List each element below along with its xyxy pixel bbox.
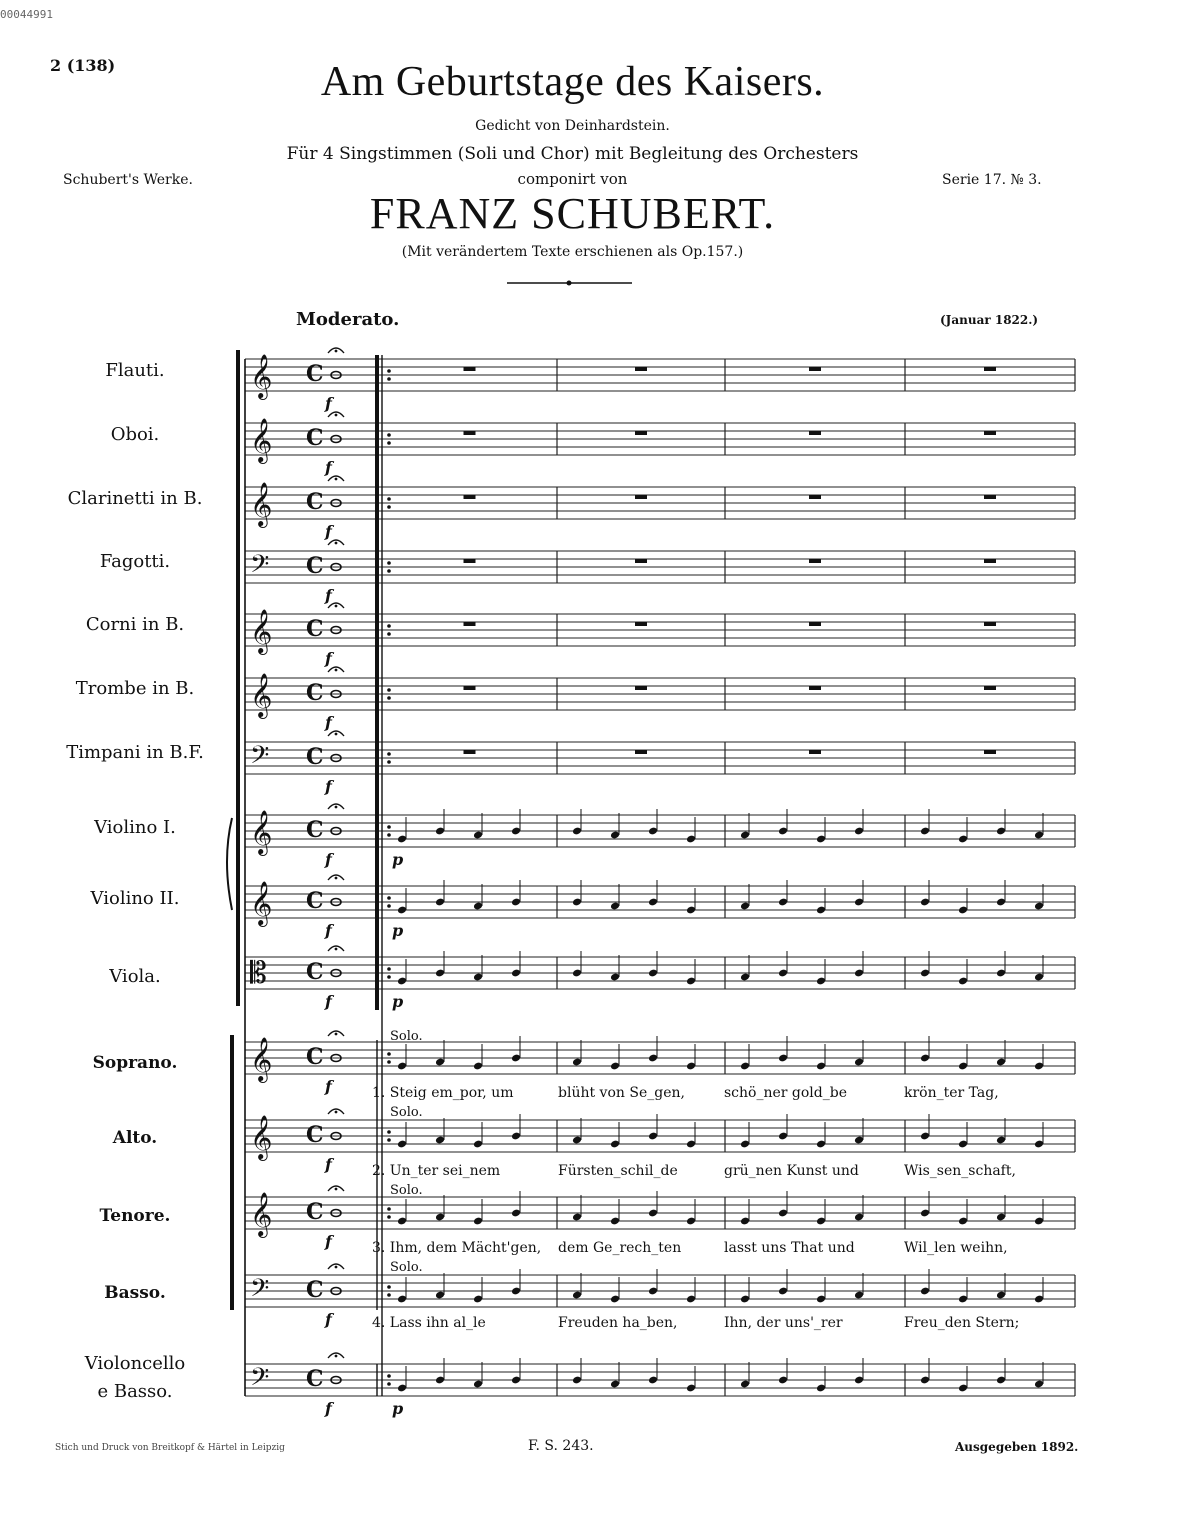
time-signature-violino-2: C [306, 888, 324, 914]
whole-rest-oboi [809, 431, 821, 435]
lyric-verse3-m1: 3. Ihm, dem Mächt'gen, [372, 1240, 542, 1256]
composition-date: (Januar 1822.) [940, 313, 1039, 327]
time-signature-oboi: C [306, 425, 324, 451]
composed-by: componirt von [517, 170, 628, 188]
repeat-dot [387, 505, 391, 509]
plate-number: F. S. 243. [528, 1438, 594, 1454]
lyric-verse4-m4: Freu_den Stern; [904, 1315, 1020, 1331]
whole-rest-trombe [635, 686, 647, 690]
clef-soprano: 𝄞 [250, 1037, 273, 1081]
label-violino-1: Violino I. [94, 817, 176, 838]
whole-rest-oboi [635, 431, 647, 435]
page-number: 2 (138) [50, 56, 116, 75]
dynamic-forte-alto: f [325, 1155, 332, 1174]
repeat-dot [387, 1060, 391, 1064]
clef-oboi: 𝄞 [250, 418, 273, 462]
repeat-dot [387, 696, 391, 700]
fermata-dot [335, 605, 338, 608]
repeat-dot [387, 377, 391, 381]
lyric-verse2-m1: 2. Un_ter sei_nem [372, 1163, 501, 1179]
clef-viola: 𝄡 [250, 956, 267, 991]
repeat-dot [387, 441, 391, 445]
repeat-dot [387, 433, 391, 437]
lyric-verse1-m4: krön_ter Tag, [904, 1085, 999, 1101]
time-signature-violino-1: C [306, 817, 324, 843]
publication-note: (Mit verändertem Texte erschienen als Op.157.) [401, 244, 744, 260]
clef-tenore: 𝄞 [250, 1192, 273, 1236]
repeat-dot [387, 896, 391, 900]
time-signature-tenore: C [306, 1199, 324, 1225]
dynamic-forte-violoncello: f [325, 1399, 332, 1418]
fermata-dot [335, 1033, 338, 1036]
clef-fagotti: 𝄢 [250, 550, 270, 585]
dynamic-forte-oboi: f [325, 458, 332, 477]
dynamic-forte-timpani: f [325, 777, 332, 796]
whole-rest-corni [635, 622, 647, 626]
repeat-dot [387, 497, 391, 501]
dynamic-piano-violoncello: p [392, 1399, 404, 1418]
repeat-dot [387, 904, 391, 908]
clef-trombe: 𝄞 [250, 673, 273, 717]
dynamic-forte-trombe: f [325, 713, 332, 732]
repeat-dot [387, 1285, 391, 1289]
whole-rest-clarinetti [464, 495, 476, 499]
edition-label: Schubert's Werke. [63, 172, 193, 188]
lyric-verse1-m2: blüht von Se_gen, [558, 1085, 685, 1101]
page-title: Am Geburtstage des Kaisers. [320, 59, 825, 105]
whole-rest-timpani [635, 750, 647, 754]
time-signature-clarinetti: C [306, 489, 324, 515]
lyric-verse2-m3: grü_nen Kunst und [724, 1163, 859, 1179]
time-signature-fagotti: C [306, 553, 324, 579]
whole-rest-timpani [809, 750, 821, 754]
solo-label-soprano: Solo. [390, 1029, 423, 1044]
repeat-dot [387, 632, 391, 636]
label-alto: Alto. [112, 1128, 158, 1148]
catalog-id: 00044991 [0, 8, 53, 21]
fermata-dot [335, 669, 338, 672]
clef-timpani: 𝄢 [250, 741, 270, 776]
fermata-dot [335, 478, 338, 481]
fermata-dot [335, 1355, 338, 1358]
fermata-dot [335, 1188, 338, 1191]
time-signature-trombe: C [306, 680, 324, 706]
repeat-dot [387, 1382, 391, 1386]
repeat-dot [387, 1052, 391, 1056]
whole-rest-timpani [464, 750, 476, 754]
repeat-dot [387, 752, 391, 756]
repeat-dot [387, 1207, 391, 1211]
dynamic-forte-clarinetti: f [325, 522, 332, 541]
whole-rest-clarinetti [984, 495, 996, 499]
lyric-verse2-m4: Wis_sen_schaft, [904, 1163, 1016, 1179]
dynamic-piano-violino-1: p [392, 850, 404, 869]
composer-name: FRANZ SCHUBERT. [369, 189, 776, 238]
scoring-line: Für 4 Singstimmen (Soli und Chor) mit Begleitung des Orchesters [286, 144, 859, 164]
repeat-dot [387, 569, 391, 573]
whole-rest-clarinetti [809, 495, 821, 499]
printer-credit: Stich und Druck von Breitkopf & Härtel in Leipzig [55, 1443, 285, 1453]
series-label: Serie 17. № 3. [942, 172, 1042, 188]
time-signature-basso: C [306, 1277, 324, 1303]
label-violino-2: Violino II. [90, 888, 180, 909]
label-tenore: Tenore. [99, 1206, 171, 1226]
label-oboi: Oboi. [110, 424, 160, 445]
label-clarinetti: Clarinetti in B. [67, 488, 203, 509]
repeat-dot [387, 1374, 391, 1378]
strings-brace [227, 818, 232, 910]
dynamic-piano-viola: p [392, 992, 404, 1011]
repeat-dot [387, 975, 391, 979]
solo-label-tenore: Solo. [390, 1183, 423, 1198]
repeat-dot [387, 561, 391, 565]
repeat-dot [387, 1215, 391, 1219]
fermata-dot [335, 948, 338, 951]
lyric-verse1-m3: schö_ner gold_be [724, 1085, 847, 1101]
whole-rest-flauti [464, 367, 476, 371]
whole-rest-corni [464, 622, 476, 626]
repeat-dot [387, 833, 391, 837]
lyric-verse3-m3: lasst uns That und [724, 1240, 855, 1256]
whole-rest-oboi [984, 431, 996, 435]
whole-rest-fagotti [809, 559, 821, 563]
label-soprano: Soprano. [92, 1053, 178, 1073]
dynamic-forte-tenore: f [325, 1232, 332, 1251]
fermata-dot [335, 350, 338, 353]
whole-rest-trombe [464, 686, 476, 690]
dynamic-forte-corni: f [325, 649, 332, 668]
clef-basso: 𝄢 [250, 1274, 270, 1309]
dynamic-forte-violino-2: f [325, 921, 332, 940]
lyric-verse1-m1: 1. Steig em_por, um [372, 1085, 514, 1101]
repeat-dot [387, 688, 391, 692]
repeat-dot [387, 624, 391, 628]
fermata-dot [335, 542, 338, 545]
whole-rest-corni [984, 622, 996, 626]
label-violoncello: Violoncello [84, 1353, 186, 1374]
label-viola: Viola. [109, 966, 161, 987]
repeat-dot [387, 1138, 391, 1142]
time-signature-alto: C [306, 1122, 324, 1148]
whole-rest-clarinetti [635, 495, 647, 499]
label-flauti: Flauti. [105, 360, 165, 381]
fermata-dot [335, 877, 338, 880]
time-signature-viola: C [306, 959, 324, 985]
whole-rest-fagotti [984, 559, 996, 563]
whole-rest-flauti [809, 367, 821, 371]
clef-clarinetti: 𝄞 [250, 482, 273, 526]
fermata-dot [335, 1111, 338, 1114]
label-trombe: Trombe in B. [75, 678, 195, 699]
fermata-dot [335, 806, 338, 809]
dynamic-forte-viola: f [325, 992, 332, 1011]
solo-label-basso: Solo. [390, 1260, 423, 1275]
time-signature-timpani: C [306, 744, 324, 770]
dynamic-forte-flauti: f [325, 394, 332, 413]
tempo-marking: Moderato. [296, 309, 400, 330]
whole-rest-trombe [809, 686, 821, 690]
lyric-verse2-m2: Fürsten_schil_de [558, 1163, 678, 1179]
label-basso: Basso. [104, 1283, 166, 1303]
whole-rest-timpani [984, 750, 996, 754]
lyric-verse4-m1: 4. Lass ihn al_le [372, 1315, 486, 1331]
lyric-verse3-m4: Wil_len weihn, [904, 1240, 1008, 1256]
repeat-dot [387, 825, 391, 829]
clef-violino-2: 𝄞 [250, 881, 273, 925]
fermata-dot [335, 733, 338, 736]
label-timpani: Timpani in B.F. [66, 742, 204, 763]
clef-flauti: 𝄞 [250, 354, 273, 398]
whole-rest-flauti [635, 367, 647, 371]
repeat-dot [387, 967, 391, 971]
repeat-dot [387, 369, 391, 373]
clef-corni: 𝄞 [250, 609, 273, 653]
time-signature-flauti: C [306, 361, 324, 387]
clef-violoncello: 𝄢 [250, 1363, 270, 1398]
dynamic-forte-violino-1: f [325, 850, 332, 869]
solo-label-alto: Solo. [390, 1105, 423, 1120]
label-fagotti: Fagotti. [99, 551, 171, 572]
repeat-dot [387, 760, 391, 764]
time-signature-violoncello: C [306, 1366, 324, 1392]
whole-rest-oboi [464, 431, 476, 435]
fermata-dot [335, 414, 338, 417]
lyric-verse4-m2: Freuden ha_ben, [558, 1315, 678, 1331]
whole-rest-fagotti [635, 559, 647, 563]
dynamic-forte-basso: f [325, 1310, 332, 1329]
label-corni: Corni in B. [85, 614, 185, 635]
issue-date: Ausgegeben 1892. [955, 1440, 1079, 1454]
poet-credit: Gedicht von Deinhardstein. [475, 118, 670, 134]
label-e-basso: e Basso. [97, 1381, 173, 1402]
whole-rest-fagotti [464, 559, 476, 563]
clef-violino-1: 𝄞 [250, 810, 273, 854]
time-signature-soprano: C [306, 1044, 324, 1070]
whole-rest-corni [809, 622, 821, 626]
whole-rest-trombe [984, 686, 996, 690]
dynamic-piano-violino-2: p [392, 921, 404, 940]
fermata-dot [335, 1266, 338, 1269]
clef-alto: 𝄞 [250, 1115, 273, 1159]
lyric-verse3-m2: dem Ge_rech_ten [558, 1240, 682, 1256]
dynamic-forte-soprano: f [325, 1077, 332, 1096]
time-signature-corni: C [306, 616, 324, 642]
whole-rest-flauti [984, 367, 996, 371]
repeat-dot [387, 1293, 391, 1297]
dynamic-forte-fagotti: f [325, 586, 332, 605]
repeat-dot [387, 1130, 391, 1134]
lyric-verse4-m3: Ihn, der uns'_rer [724, 1315, 843, 1331]
